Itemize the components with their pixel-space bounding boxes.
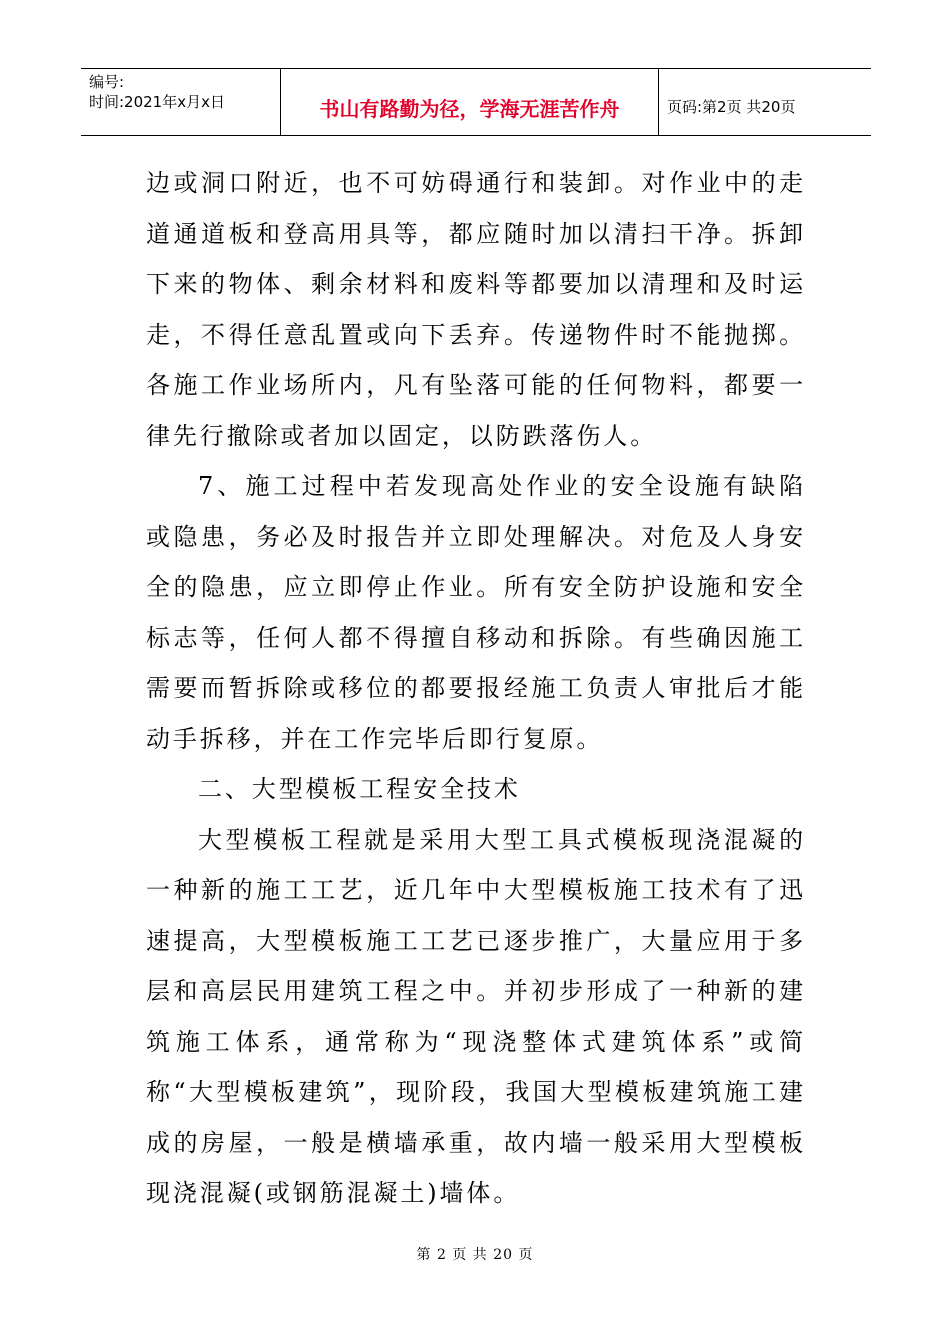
paragraph-large-formwork: 大型模板工程就是采用大型工具式模板现浇混凝的一种新的施工工艺，近几年中大型模板施工技术有了迅速提高，大型模板施工工艺已逐步推广，大量应用于多层和高层民用建筑工程之中。并初步形成了一种新的建筑施工体系，通常称为“现浇整体式建筑体系”或简称“大型模板建筑”，现阶段，我国大型模板建筑施工建成的房屋，一般是横墙承重，故内墙一般采用大型模板现浇混凝(或钢筋混凝土)墙体。 <box>146 825 806 1207</box>
document-code-label: 编号: <box>89 73 125 91</box>
header-meta <box>81 69 281 135</box>
document-body <box>146 158 806 1219</box>
document-date: 时间:2021年x月x日 <box>89 93 225 111</box>
page-header <box>81 68 871 136</box>
section-heading: 二、大型模板工程安全技术 <box>198 775 521 803</box>
paragraph-item-7: 7、施工过程中若发现高处作业的安全设施有缺陷或隐患，务必及时报告并立即处理解决。对危及人身安全的隐患，应立即停止作业。所有安全防护设施和安全标志等，任何人都不得擅自移动和拆除。有些确因施工需要而暂拆除或移位的都要报经施工负责人审批后才能动手拆移，并在工作完毕后即行复原。 <box>146 472 806 753</box>
header-motto: 书山有路勤为径，学海无涯苦作舟 <box>281 69 659 135</box>
page-footer: 第 2 页 共 20 页 <box>416 1247 534 1263</box>
header-page-info: 页码:第2页 共20页 <box>667 97 796 116</box>
paragraph-continuation: 边或洞口附近，也不可妨碍通行和装卸。对作业中的走道通道板和登高用具等，都应随时加以清扫干净。拆卸下来的物体、剩余材料和废料等都要加以清理和及时运走，不得任意乱置或向下丢弃。传递物件时不能抛掷。各施工作业场所内，凡有坠落可能的任何物料，都要一律先行撤除或者加以固定，以防跌落伤人。 <box>146 169 806 450</box>
